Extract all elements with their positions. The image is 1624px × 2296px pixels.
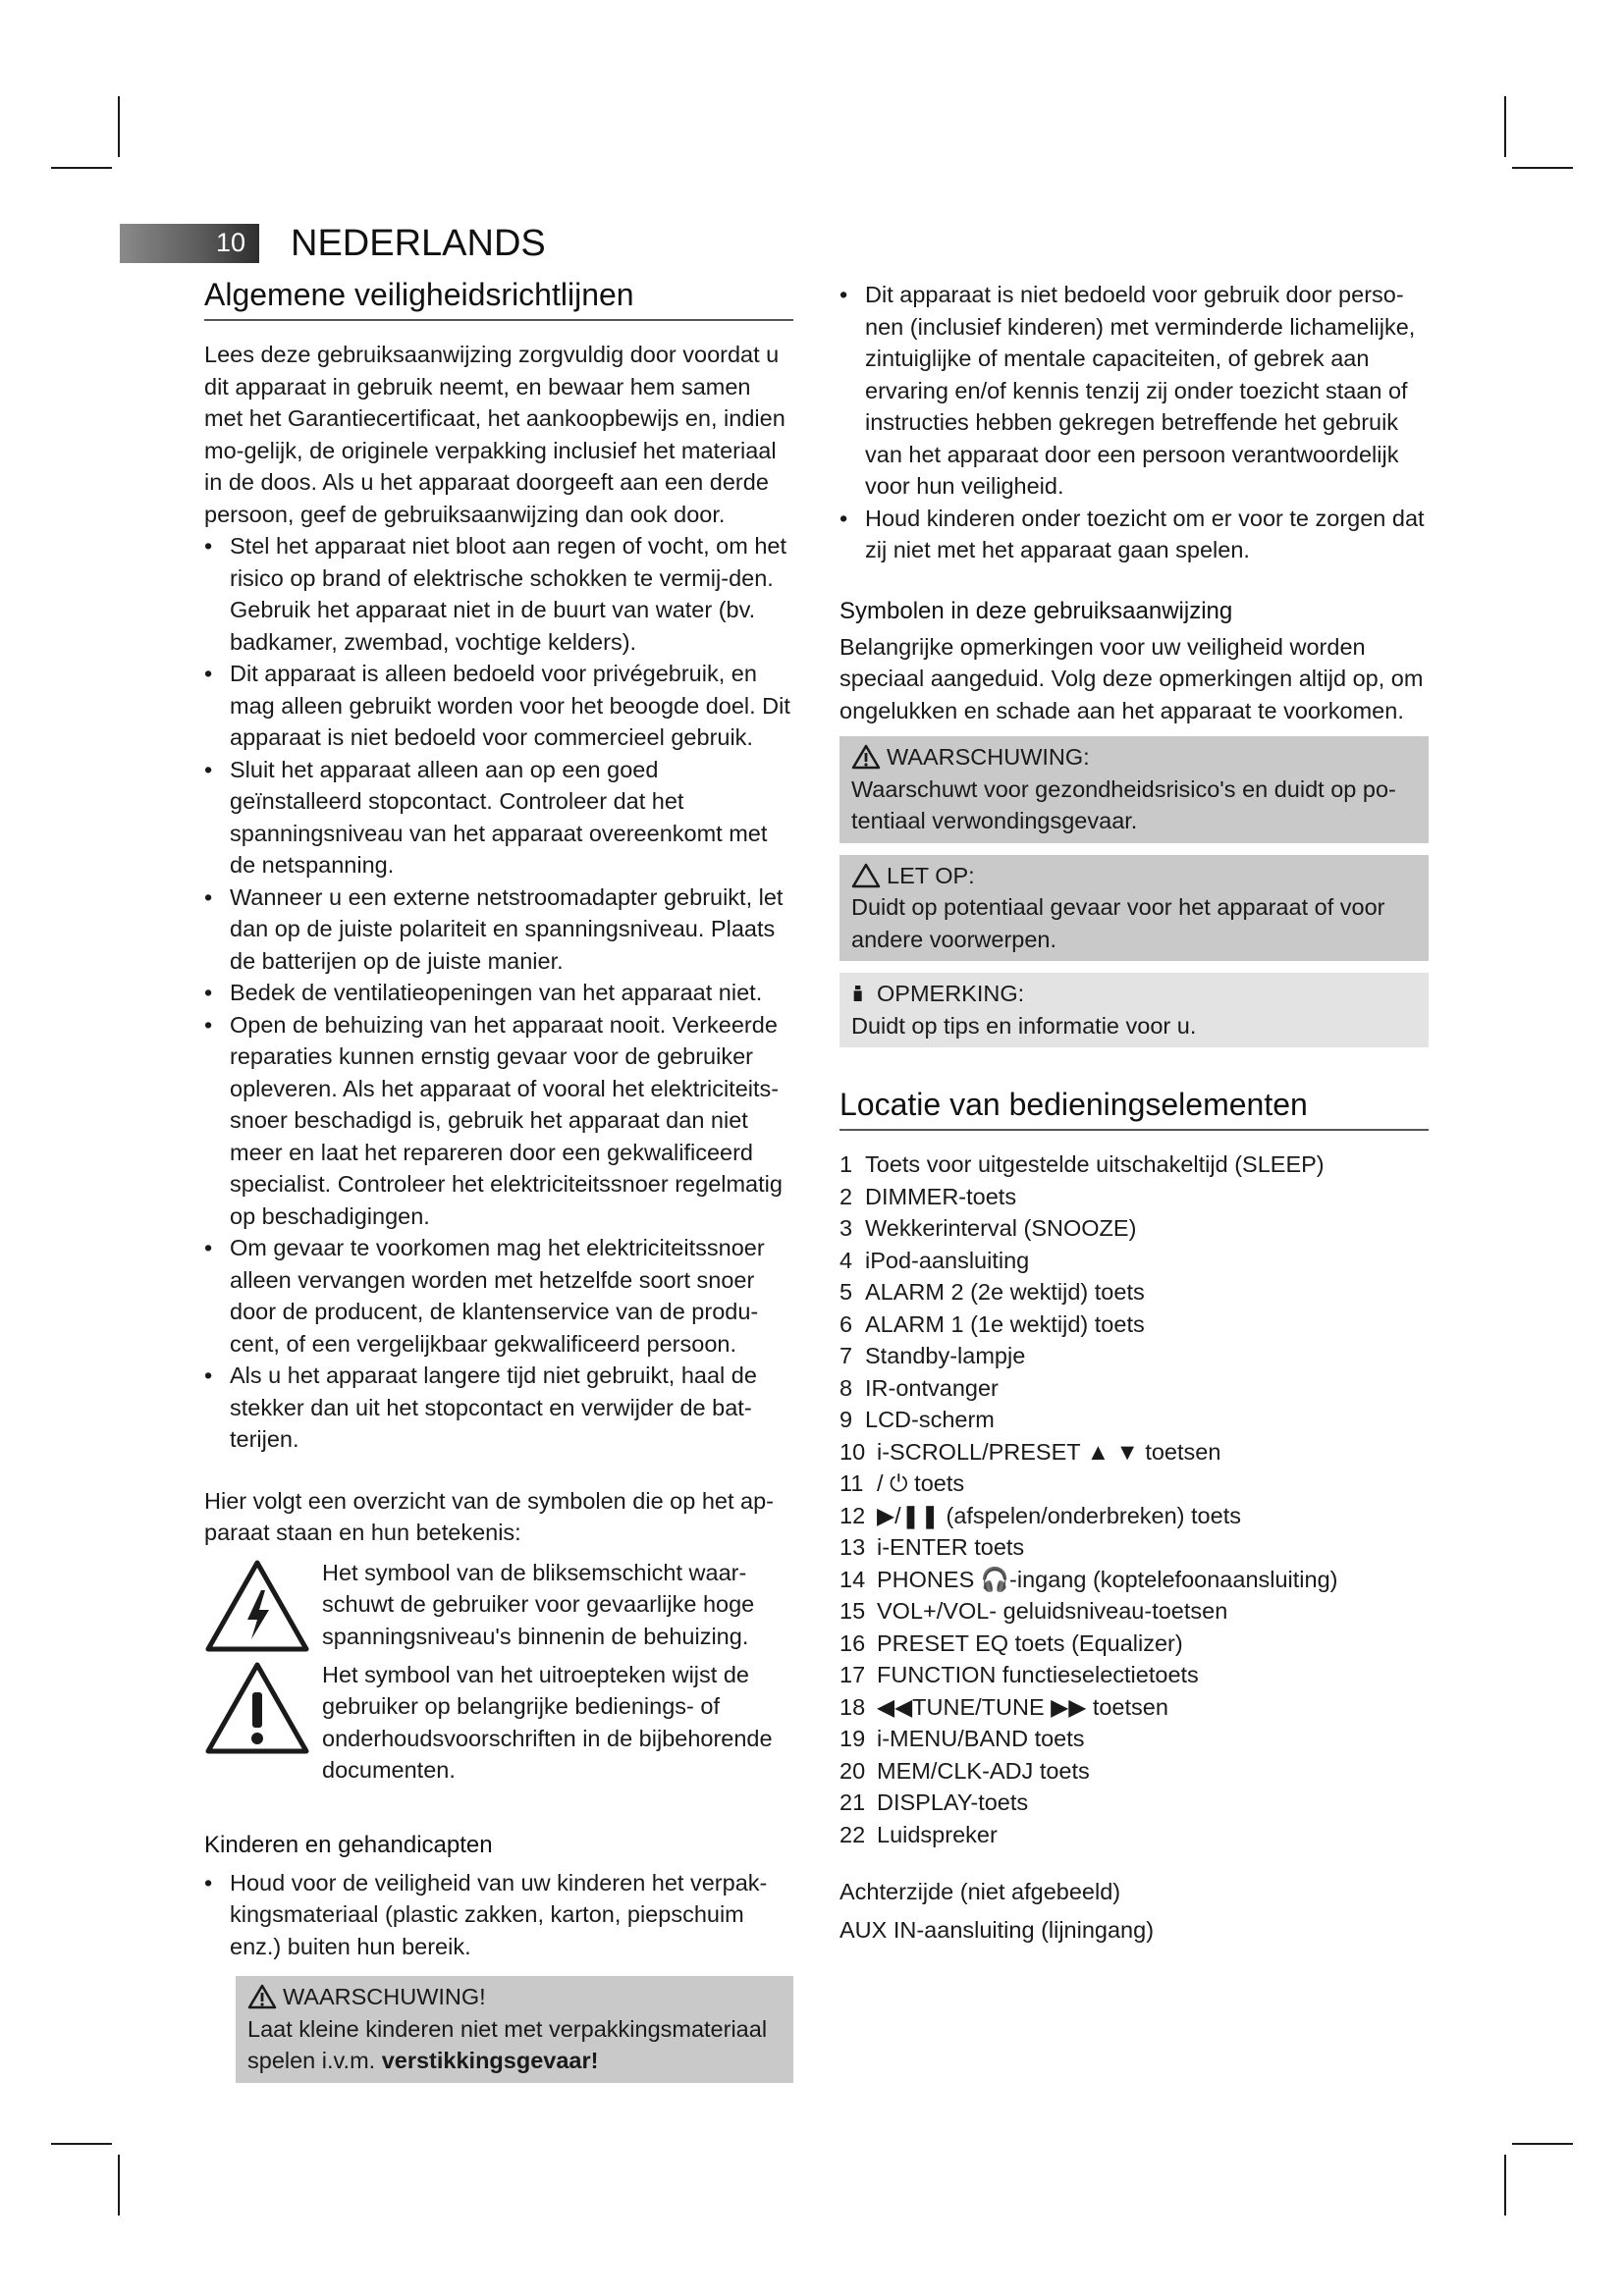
page-header (120, 224, 905, 263)
control-label: ALARM 2 (2e wektijd) toets (865, 1279, 1145, 1305)
lightning-warning-icon (204, 1557, 310, 1655)
list-item: • Als u het apparaat langere tijd niet gebruikt, haal de stekker dan uit het stopcontact en verwijder de bat-terijen. (204, 1360, 793, 1456)
list-item (839, 1628, 1429, 1660)
control-number: 20 (839, 1757, 866, 1784)
control-label: PRESET EQ toets (Equalizer) (877, 1629, 1183, 1656)
control-label: ◀◀TUNE/TUNE ▶▶ toetsen (877, 1693, 1168, 1720)
children-title: Kinderen en gehandicapten (204, 1831, 493, 1858)
list-item (839, 1468, 1429, 1500)
crop-mark (51, 2143, 112, 2145)
notice-title (851, 741, 1417, 774)
control-label: Standby-lampje (865, 1343, 1026, 1368)
control-label: iPod-aansluiting (865, 1247, 1030, 1273)
left-column (204, 275, 793, 2083)
control-label: DISPLAY-toets (877, 1789, 1029, 1815)
info-icon (851, 981, 871, 1006)
list-item (839, 1308, 1429, 1341)
control-label: MEM/CLK-ADJ toets (877, 1757, 1090, 1784)
control-number: 5 (839, 1279, 853, 1305)
control-number: 1 (839, 1151, 853, 1177)
crop-mark (118, 96, 120, 157)
notice-title (851, 978, 1417, 1010)
warning-body (247, 2013, 782, 2077)
control-label: i-MENU/BAND toets (877, 1726, 1085, 1751)
list-item: • Dit apparaat is alleen bedoeld voor privégebruik, en mag alleen gebruikt worden voor het beoogde doel. Dit apparaat is niet bedoeld voor commercieel gebruik. (204, 658, 793, 754)
warning-title: WAARSCHUWING! (283, 1984, 486, 2009)
list-item (839, 1500, 1429, 1532)
controls-list (839, 1148, 1429, 1850)
symbol-lightning-row (204, 1557, 793, 1655)
symbols-text: Belangrijke opmerkingen voor uw veiligheid worden speciaal aangeduid. Volg deze opmerkingen altijd op, om ongelukken en schade aan het apparaat te voorkomen. (839, 633, 1424, 723)
control-label: Toets voor uitgestelde uitschakeltijd (SLEEP) (865, 1151, 1325, 1177)
control-label: IR-ontvanger (865, 1374, 999, 1401)
crop-mark (51, 167, 112, 169)
control-number: 13 (839, 1534, 866, 1560)
list-item: • Bedek de ventilatieopeningen van het apparaat niet. (204, 977, 793, 1009)
control-number: 16 (839, 1629, 866, 1656)
list-item (839, 1148, 1429, 1181)
control-label: / ⏻ toets (877, 1470, 965, 1496)
list-item (839, 1787, 1429, 1819)
list-item (839, 1755, 1429, 1788)
control-number: 11 (839, 1470, 864, 1496)
caution-notice-box (839, 855, 1429, 962)
list-item: • Stel het apparaat niet bloot aan regen of vocht, om het risico op brand of elektrische schokken te vermij-den. Gebruik het apparaat niet in de buurt van water (bv. badkamer, zwembad, vochtige kelders). (204, 530, 793, 658)
list-item: • Om gevaar te voorkomen mag het elektriciteitssnoer alleen vervangen worden met hetzelfde soort snoer door de producent, de klantenservice van de produ-cent, of een vergelijkbaar gekwalificeerd persoon. (204, 1232, 793, 1360)
crop-mark (1504, 2155, 1506, 2216)
control-number: 18 (839, 1693, 866, 1720)
children-warning-box (236, 1976, 793, 2083)
rear-heading (839, 1876, 1429, 1908)
symbol-exclamation-row (204, 1659, 793, 1787)
control-label: DIMMER-toets (865, 1183, 1017, 1209)
language-title: NEDERLANDS (291, 223, 546, 264)
rear-item: AUX IN-aansluiting (lijningang) (839, 1916, 1155, 1943)
control-number: 6 (839, 1310, 853, 1337)
right-column (839, 279, 1429, 1946)
control-number: 14 (839, 1566, 866, 1592)
list-item (839, 1819, 1429, 1851)
exclamation-warning-icon (204, 1659, 310, 1757)
page-number-bar (120, 224, 259, 263)
right-bullet-list (839, 279, 1429, 566)
crop-mark (118, 2155, 120, 2216)
notice-warning-title: WAARSCHUWING: (887, 744, 1090, 770)
control-label: LCD-scherm (865, 1407, 995, 1432)
control-number: 10 (839, 1438, 866, 1465)
rear-title: Achterzijde (839, 1879, 954, 1904)
safety-bullet-list (204, 530, 793, 1456)
list-item (839, 1340, 1429, 1372)
control-label: i-ENTER toets (877, 1534, 1025, 1560)
control-label: ▶/❚❚ (afspelen/onderbreken) toets (877, 1502, 1241, 1528)
warning-triangle-icon (851, 744, 881, 770)
notice-warning-text: Waarschuwt voor gezondheidsrisico's en duidt op po-tentiaal verwondingsgevaar. (851, 775, 1396, 833)
section-title-safety: Algemene veiligheidsrichtlijnen (204, 275, 793, 321)
caution-triangle-icon (851, 863, 881, 888)
control-label: FUNCTION functieselectietoets (877, 1662, 1199, 1687)
control-number: 15 (839, 1598, 866, 1624)
list-item (839, 1181, 1429, 1213)
control-number: 9 (839, 1407, 853, 1432)
list-item: • Dit apparaat is niet bedoeld voor gebruik door perso-nen (inclusief kinderen) met verminderde lichamelijke, zintuiglijke of mentale capaciteiten, of gebrek aan ervaring en/of kennis tenzij zij onder toezicht staan of instructies hebben gekregen betreffende het gebruik van het apparaat door een persoon verantwoordelijk voor hun veiligheid. (839, 279, 1429, 503)
list-item: • Open de behuizing van het apparaat nooit. Verkeerde reparaties kunnen ernstig gevaar voor de gebruiker opleveren. Als het apparaat of vooral het elektriciteits-snoer beschadigd is, gebruik het apparaat dan niet meer en laat het repareren door een gekwalificeerd specialist. Controleer het elektriciteitssnoer regelmatig op beschadigingen. (204, 1009, 793, 1233)
control-number: 21 (839, 1789, 866, 1815)
control-label: PHONES 🎧-ingang (koptelefoonaansluiting) (877, 1566, 1338, 1592)
children-bullet-list (204, 1867, 793, 1963)
notice-caution-text: Duidt op potentiaal gevaar voor het apparaat of voor andere voorwerpen. (851, 894, 1385, 952)
notice-title (851, 860, 1417, 892)
warning-emphasis: verstikkingsgevaar! (381, 2048, 599, 2073)
symbol-exclamation-text: Het symbool van het uitroepteken wijst de gebruiker op belangrijke bedienings- of onderhoudsvoorschriften in de bijbehorende documenten. (322, 1661, 773, 1783)
list-item (839, 1564, 1429, 1596)
list-item (839, 1659, 1429, 1691)
control-number: 7 (839, 1343, 853, 1368)
symbols-intro: Hier volgt een overzicht van de symbolen die op het ap-paraat staan en hun betekenis: (204, 1487, 774, 1545)
list-item (839, 1691, 1429, 1724)
list-item: • Sluit het apparaat alleen aan op een goed geïnstalleerd stopcontact. Controleer dat het spanningsniveau van het apparaat overeenkomt met de netspanning. (204, 754, 793, 881)
list-item: • Wanneer u een externe netstroomadapter gebruikt, let dan op de juiste polariteit en spanningsniveau. Plaats de batterijen op de juiste manier. (204, 881, 793, 978)
crop-mark (1512, 2143, 1573, 2145)
page-number: 10 (215, 228, 245, 257)
section-title-controls: Locatie van bedieningselementen (839, 1085, 1429, 1131)
control-label: ALARM 1 (1e wektijd) toets (865, 1310, 1145, 1337)
control-number: 8 (839, 1374, 853, 1401)
crop-mark (1512, 167, 1573, 169)
list-item (839, 1372, 1429, 1405)
notice-caution-title: LET OP: (887, 862, 975, 888)
list-item (839, 1276, 1429, 1308)
list-item (839, 1245, 1429, 1277)
list-item (839, 1212, 1429, 1245)
crop-mark (1504, 96, 1506, 157)
control-label: Wekkerinterval (SNOOZE) (865, 1215, 1137, 1241)
control-number: 19 (839, 1726, 866, 1751)
warning-triangle-icon (247, 1984, 277, 2009)
list-item (839, 1404, 1429, 1436)
symbols-title: Symbolen in deze gebruiksaanwijzing (839, 597, 1233, 624)
note-notice-box (839, 973, 1429, 1047)
control-number: 2 (839, 1183, 853, 1209)
list-item (839, 1436, 1429, 1468)
control-number: 17 (839, 1662, 866, 1687)
list-item: • Houd voor de veiligheid van uw kinderen het verpak-kingsmateriaal (plastic zakken, karton, piepschuim enz.) buiten hun bereik. (204, 1867, 793, 1963)
warning-text: Laat kleine kinderen niet met verpakkingsmateriaal spelen i.v.m. (247, 2015, 768, 2073)
control-number: 12 (839, 1502, 866, 1528)
notice-note-text: Duidt op tips en informatie voor u. (851, 1012, 1197, 1039)
list-item: • Houd kinderen onder toezicht om er voor te zorgen dat zij niet met het apparaat gaan spelen. (839, 503, 1429, 566)
symbol-lightning-text: Het symbool van de bliksemschicht waar-schuwt de gebruiker voor gevaarlijke hoge spanningsniveau's binnenin de behuizing. (322, 1559, 755, 1649)
notice-title (247, 1981, 782, 2013)
control-label: Luidspreker (877, 1821, 998, 1847)
control-label: i-SCROLL/PRESET ▲ ▼ toetsen (877, 1438, 1221, 1465)
control-number: 3 (839, 1215, 853, 1241)
control-number: 4 (839, 1247, 853, 1273)
list-item (839, 1531, 1429, 1564)
list-item (839, 1595, 1429, 1628)
safety-intro: Lees deze gebruiksaanwijzing zorgvuldig door voordat u dit apparaat in gebruik neemt, en bewaar hem samen met het Garantiecertificaat, het aankoopbewijs en, indien mo-gelijk, de originele verpakking inclusief het materiaal in de doos. Als u het apparaat doorgeeft aan een derde persoon, geef de gebruiksaanwijzing dan ook door. (204, 342, 785, 527)
notice-note-title: OPMERKING: (877, 981, 1025, 1006)
list-item (839, 1723, 1429, 1755)
control-label: VOL+/VOL- geluidsniveau-toetsen (877, 1598, 1228, 1624)
warning-notice-box (839, 736, 1429, 843)
control-number: 22 (839, 1821, 866, 1847)
rear-note: (niet afgebeeld) (959, 1879, 1121, 1904)
